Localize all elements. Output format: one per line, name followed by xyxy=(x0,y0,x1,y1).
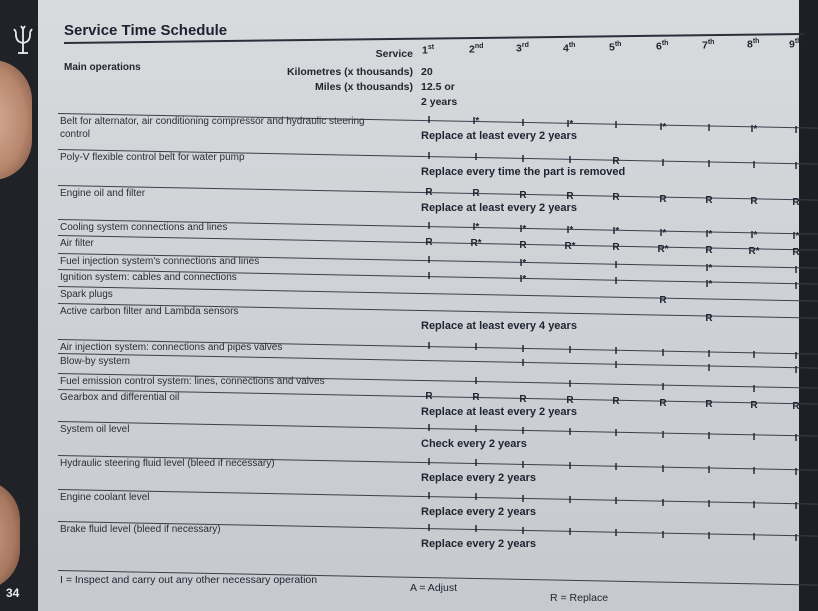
schedule-cell: I xyxy=(427,221,431,232)
row-label: Hydraulic steering fluid level (bleed if necessary) xyxy=(60,458,275,469)
service-number: 7 xyxy=(702,39,708,52)
schedule-cell: I xyxy=(661,347,665,359)
schedule-cell: I xyxy=(521,117,525,129)
schedule-cell: R xyxy=(519,239,527,251)
row-label: Belt for alternator, air conditioning compressor and hydraulic steering xyxy=(60,116,365,127)
miles-value-years: 2 years xyxy=(421,96,458,108)
schedule-cell: R xyxy=(425,391,433,402)
km-label: Kilometres (x thousands) xyxy=(286,66,413,78)
service-header-6 xyxy=(656,40,668,53)
schedule-cell: I xyxy=(661,529,665,541)
row-label: Active carbon filter and Lambda sensors xyxy=(60,306,239,317)
row-label: Spark plugs xyxy=(60,289,113,300)
schedule-cell: I xyxy=(661,463,665,475)
schedule-cell: I xyxy=(794,433,798,445)
schedule-cell: I xyxy=(794,265,798,277)
schedule-cell: I xyxy=(707,122,711,134)
schedule-cell: I xyxy=(427,423,431,434)
row-note: Replace at least every 2 years xyxy=(421,202,577,214)
trident-logo-icon xyxy=(10,26,36,56)
main-operations-heading: Main operations xyxy=(64,62,141,73)
schedule-cell: I xyxy=(794,281,798,293)
schedule-cell: I xyxy=(521,425,525,437)
schedule-cell: R xyxy=(705,244,713,256)
service-header-5 xyxy=(609,41,621,54)
schedule-cell: I xyxy=(474,524,478,536)
row-label: Air filter xyxy=(60,238,94,249)
schedule-cell: I xyxy=(752,532,756,544)
service-suffix: th xyxy=(707,39,715,47)
row-label: Fuel injection system's connections and lines xyxy=(60,256,260,267)
service-suffix: th xyxy=(794,37,802,45)
service-number: 2 xyxy=(469,43,475,56)
service-number: 6 xyxy=(656,40,662,53)
schedule-cell: I xyxy=(474,492,478,504)
legend-replace: R = Replace xyxy=(550,592,609,604)
schedule-cell: I xyxy=(707,430,711,442)
service-number: 4 xyxy=(563,42,569,55)
schedule-cell: I xyxy=(614,346,618,358)
row-note: Replace every time the part is removed xyxy=(421,166,626,178)
row-note: Replace at least every 4 years xyxy=(421,320,577,332)
schedule-cell: I* xyxy=(659,121,667,133)
schedule-cell: R xyxy=(612,396,620,408)
schedule-cell: R xyxy=(472,392,480,404)
schedule-cell: I xyxy=(474,152,478,164)
schedule-cell: I* xyxy=(705,278,713,290)
schedule-cell: I xyxy=(427,457,431,468)
schedule-cell: I xyxy=(474,458,478,470)
miles-label: Miles (x thousands) xyxy=(314,81,413,93)
schedule-cell: I* xyxy=(566,224,574,236)
schedule-cell: I xyxy=(794,125,798,137)
schedule-cell: I xyxy=(707,348,711,360)
schedule-cell: I xyxy=(707,464,711,476)
service-header-1 xyxy=(422,44,434,57)
schedule-cell: I xyxy=(794,467,798,479)
legend-inspect: I = Inspect and carry out any other necessary operation xyxy=(60,574,318,586)
service-header-8 xyxy=(747,38,759,51)
schedule-cell: R* xyxy=(564,240,576,252)
legend-adjust: A = Adjust xyxy=(410,582,457,594)
schedule-cell: I* xyxy=(472,222,480,234)
schedule-cell: R xyxy=(750,400,758,412)
schedule-cell: R xyxy=(659,294,667,306)
schedule-cell: I xyxy=(474,424,478,436)
row-label: Gearbox and differential oil xyxy=(60,392,180,403)
schedule-cell: I xyxy=(707,362,711,374)
schedule-cell: I xyxy=(568,154,572,166)
row-label: Cooling system connections and lines xyxy=(60,222,228,233)
service-suffix: th xyxy=(614,40,622,48)
schedule-cell: R xyxy=(612,192,620,204)
schedule-cell: I xyxy=(794,161,798,173)
schedule-cell: R xyxy=(705,398,713,410)
schedule-cell: I xyxy=(794,533,798,545)
schedule-cell: I xyxy=(568,344,572,356)
service-number: 5 xyxy=(609,41,615,54)
km-value: 20 xyxy=(421,66,433,78)
schedule-cell: I xyxy=(427,491,431,502)
schedule-cell: R xyxy=(519,393,527,405)
schedule-cell: R xyxy=(705,312,713,324)
row-note: Replace at least every 2 years xyxy=(421,406,577,418)
schedule-cell: I* xyxy=(519,223,527,235)
schedule-cell: R* xyxy=(470,238,482,250)
row-label: System oil level xyxy=(60,424,130,435)
row-note: Replace at least every 2 years xyxy=(421,130,577,142)
miles-value: 12.5 or xyxy=(421,81,455,93)
schedule-cell: I* xyxy=(659,227,667,239)
row-label: Engine oil and filter xyxy=(60,188,146,199)
schedule-cell: R xyxy=(659,397,667,409)
service-suffix: th xyxy=(568,41,576,49)
schedule-cell: I xyxy=(614,360,618,372)
schedule-cell: I xyxy=(614,528,618,540)
schedule-cell: I xyxy=(707,498,711,510)
schedule-cell: R xyxy=(425,237,433,248)
schedule-cell: I xyxy=(794,365,798,377)
page-title: Service Time Schedule xyxy=(64,22,228,39)
schedule-cell: R xyxy=(472,188,480,200)
schedule-cell: R xyxy=(566,190,574,202)
schedule-cell: I xyxy=(568,526,572,538)
schedule-cell: I* xyxy=(792,231,800,243)
schedule-cell: I xyxy=(707,158,711,170)
row-label: Poly-V flexible control belt for water pump xyxy=(60,152,245,163)
schedule-cell: R xyxy=(612,242,620,254)
row-label: Brake fluid level (bleed if necessary) xyxy=(60,524,221,535)
schedule-cell: R xyxy=(792,401,800,413)
schedule-cell: I xyxy=(427,115,431,126)
row-label: Engine coolant level xyxy=(60,492,150,503)
row-label: Fuel emission control system: lines, connections and valves xyxy=(60,376,325,387)
schedule-cell: I xyxy=(521,493,525,505)
service-number: 1 xyxy=(422,44,428,57)
service-number: 9 xyxy=(789,38,795,51)
row-note: Replace every 2 years xyxy=(421,506,536,518)
service-suffix: rd xyxy=(521,42,529,50)
schedule-cell: I xyxy=(521,459,525,471)
schedule-cell: I xyxy=(427,255,431,266)
service-label: Service xyxy=(375,48,413,60)
schedule-cell: I xyxy=(521,153,525,165)
schedule-cell: I* xyxy=(519,257,527,269)
schedule-cell: I xyxy=(427,151,431,162)
schedule-cell: I xyxy=(794,351,798,363)
schedule-cell: I* xyxy=(472,116,480,128)
schedule-cell: I xyxy=(614,120,618,132)
schedule-cell: R xyxy=(425,187,433,198)
schedule-cell: R xyxy=(792,197,800,209)
service-number: 3 xyxy=(516,42,522,55)
service-suffix: th xyxy=(752,38,760,46)
schedule-cell: R xyxy=(566,394,574,406)
service-number: 8 xyxy=(747,38,753,51)
schedule-cell: I xyxy=(568,378,572,390)
service-suffix: th xyxy=(661,40,669,47)
schedule-cell: I* xyxy=(566,118,574,130)
schedule-cell: I xyxy=(614,260,618,272)
schedule-cell: I xyxy=(614,462,618,474)
schedule-cell: R* xyxy=(748,246,760,258)
schedule-cell: I xyxy=(794,501,798,513)
schedule-cell: I xyxy=(521,357,525,369)
schedule-cell: I xyxy=(707,530,711,542)
row-note: Check every 2 years xyxy=(421,438,527,450)
schedule-cell: I xyxy=(752,384,756,396)
page-number: 34 xyxy=(6,586,20,600)
service-header-3 xyxy=(516,42,529,55)
schedule-cell: I xyxy=(568,460,572,472)
schedule-cell: I xyxy=(521,525,525,537)
schedule-cell: R xyxy=(750,196,758,208)
schedule-cell: I xyxy=(427,271,431,282)
schedule-cell: I xyxy=(752,466,756,478)
schedule-page xyxy=(38,0,802,611)
schedule-cell: R xyxy=(519,189,527,201)
schedule-cell: R xyxy=(659,193,667,205)
schedule-cell: I xyxy=(661,157,665,169)
service-header-7 xyxy=(702,39,714,52)
schedule-cell: I xyxy=(568,426,572,438)
schedule-cell: R xyxy=(705,194,713,206)
service-header-9 xyxy=(789,38,801,51)
schedule-cell: I* xyxy=(705,228,713,240)
row-label: Air injection system: connections and pipes valves xyxy=(60,342,283,353)
schedule-cell: I* xyxy=(750,230,758,242)
schedule-cell: R* xyxy=(657,243,669,255)
service-header-2 xyxy=(469,43,483,56)
row-label: Blow-by system xyxy=(60,356,131,367)
schedule-cell: I xyxy=(568,494,572,506)
schedule-cell: I xyxy=(661,429,665,441)
schedule-cell: I xyxy=(752,160,756,172)
schedule-cell: I* xyxy=(612,226,620,238)
schedule-cell: I xyxy=(427,523,431,534)
schedule-cell: I xyxy=(474,376,478,388)
schedule-cell: I* xyxy=(519,273,527,285)
schedule-cell: R xyxy=(792,247,800,259)
schedule-cell: I xyxy=(752,350,756,362)
schedule-cell: I xyxy=(752,500,756,512)
schedule-cell: I* xyxy=(750,124,758,136)
service-header-4 xyxy=(563,42,575,55)
schedule-cell: I xyxy=(661,381,665,393)
service-suffix: nd xyxy=(474,43,484,51)
schedule-cell: I* xyxy=(705,262,713,274)
schedule-cell: I xyxy=(474,342,478,354)
schedule-cell: R xyxy=(612,156,620,168)
schedule-cell: I xyxy=(752,432,756,444)
row-label: Ignition system: cables and connections xyxy=(60,272,237,283)
row-note: Replace every 2 years xyxy=(421,538,536,550)
row-label-continued: control xyxy=(60,129,91,140)
schedule-cell: I xyxy=(614,428,618,440)
schedule-cell: I xyxy=(521,343,525,355)
schedule-cell: I xyxy=(427,341,431,352)
service-suffix: st xyxy=(427,44,435,51)
row-note: Replace every 2 years xyxy=(421,472,536,484)
schedule-cell: I xyxy=(614,276,618,288)
schedule-cell: I xyxy=(661,497,665,509)
schedule-cell: I xyxy=(614,496,618,508)
